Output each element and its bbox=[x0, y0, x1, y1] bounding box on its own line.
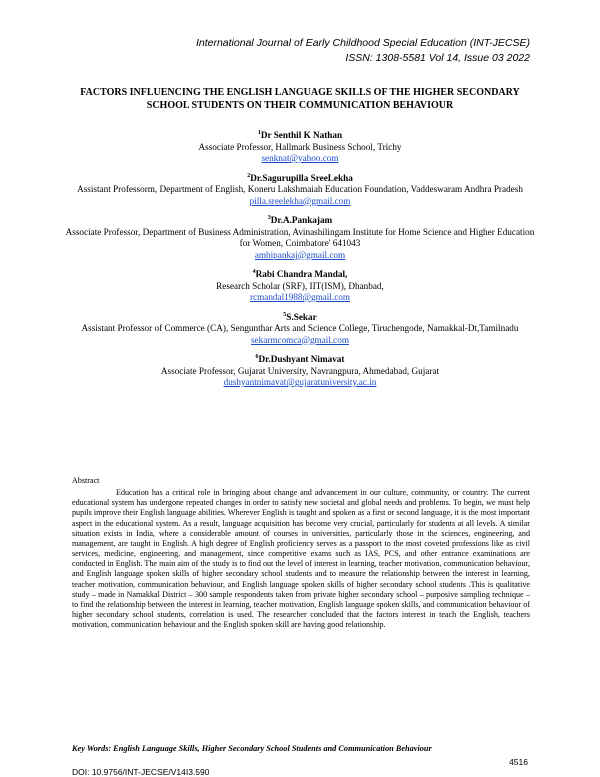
journal-header bbox=[196, 36, 530, 66]
journal-issn: ISSN: 1308-5581 Vol 14, Issue 03 2022 bbox=[345, 52, 530, 64]
journal-name: International Journal of Early Childhood Special Education (INT-JECSE) bbox=[195, 37, 530, 49]
author-email-link[interactable]: rcmandal1988@gmail.com bbox=[249, 292, 351, 302]
author-name: S.Sekar bbox=[286, 311, 317, 322]
author-name: Dr Senthil K Nathan bbox=[260, 130, 343, 140]
author-index: 3 bbox=[267, 214, 271, 221]
author-index: 2 bbox=[247, 172, 251, 179]
author-email-link[interactable]: ambipankaj@gmail.com bbox=[254, 249, 346, 260]
author-name: Rabi Chandra Mandal, bbox=[255, 269, 348, 279]
doi-footer: DOI: 10.9756/INT-JECSE/V14I3.590 bbox=[72, 767, 210, 777]
author-name: Dr.Sagurupilla SreeLekha bbox=[250, 172, 353, 183]
author-index: 5 bbox=[283, 311, 287, 318]
author-block bbox=[60, 354, 540, 389]
abstract-body: Education has a critical role in bringing about change and advancement in our culture, community, or country. The current educational system has undergone repeated changes in order to satisfy new societal and global needs and problems. To begin, we must help pupils improve their English language abilities. Wherever English is taught and spoken as a first or second language, it is the most important aspect in the educational system. As a result, language acquisition has become very crucial, particularly for students at all levels. A similar situation exists in India, where a considerable amount of courses in universities, particularly those in the sciences, engineering, and management, are taught in English. A high degree of English proficiency serves as a passport to the most coveted professions like as civil services, medicine, engineering, and management, since competitive exams such as IAS, PCS, and other entrance examinations are conducted in English. The main aim of the study is to find out the level of interest in learning, teacher motivation, communication behaviour, and English language spoken skills of higher secondary school students and to measure the relationship between the interest in learning, teacher motivation, communication behaviour, and English language spoken skills of higher secondary school students .This is qualitative study – made in Namakkal District – 300 sample respondents taken from private higher secondary school – purposive sampling technique – to find the relationship between the interest in learning, teacher motivation, English language spoken skills, and communication behaviour of higher secondary school students, correlation is used. The researcher concluded that the factors interest in teach the English, teachers motivation, communication behaviour and the English spoken skill are having good relationship. bbox=[72, 488, 530, 630]
author-affiliation: Associate Professor, Hallmark Business School, Trichy bbox=[198, 141, 402, 152]
paper-title: FACTORS INFLUENCING THE ENGLISH LANGUAGE SKILLS OF THE HIGHER SECONDARY SCHOOL STUDENTS ON THEIR COMMUNICATION BEHAVIOUR bbox=[80, 87, 520, 111]
author-email-link[interactable]: dushyantnimavat@gujaratuniversity.ac.in bbox=[223, 377, 377, 387]
page-number: 4516 bbox=[509, 757, 528, 767]
keywords: Key Words: English Language Skills, Higher Secondary School Students and Communication Behaviour bbox=[72, 744, 432, 753]
author-block bbox=[60, 312, 540, 347]
author-index: 6 bbox=[255, 353, 259, 360]
author-block bbox=[60, 215, 540, 261]
author-block bbox=[60, 173, 540, 208]
abstract-section bbox=[72, 476, 530, 630]
author-block bbox=[60, 130, 540, 165]
author-email-link[interactable]: sekarmcomca@gmail.com bbox=[250, 334, 349, 345]
author-index: 1 bbox=[257, 129, 261, 136]
abstract-heading: Abstract bbox=[72, 476, 100, 485]
author-affiliation: Associate Professor, Gujarat University, Navrangpura, Ahmedabad, Gujarat bbox=[160, 365, 440, 376]
author-email-link[interactable]: pilla.sreelekha@gmail.com bbox=[249, 195, 351, 206]
author-name: Dr.Dushyant Nimavat bbox=[258, 354, 345, 364]
author-affiliation: Assistant Professorm, Department of English, Koneru Lakshmaiah Education Foundation, Vaddeswaram Andhra Pradesh bbox=[77, 184, 523, 194]
author-affiliation: Assistant Professor of Commerce (CA), Sengunthar Arts and Science College, Tiruchengode, Namakkal-Dt,Tamilnadu bbox=[81, 323, 519, 333]
author-index: 4 bbox=[252, 268, 256, 275]
author-block bbox=[60, 269, 540, 304]
author-email-link[interactable]: senknat@yahoo.com bbox=[261, 153, 339, 163]
author-name: Dr.A.Pankajam bbox=[270, 215, 333, 225]
author-affiliation: Associate Professor, Department of Business Administration, Avinashilingam Institute for Home Science and Higher Education for Women, Coimbatore' 641043 bbox=[65, 226, 535, 248]
author-list bbox=[60, 130, 540, 397]
author-affiliation: Research Scholar (SRF), IIT(ISM), Dhanbad, bbox=[216, 280, 384, 291]
